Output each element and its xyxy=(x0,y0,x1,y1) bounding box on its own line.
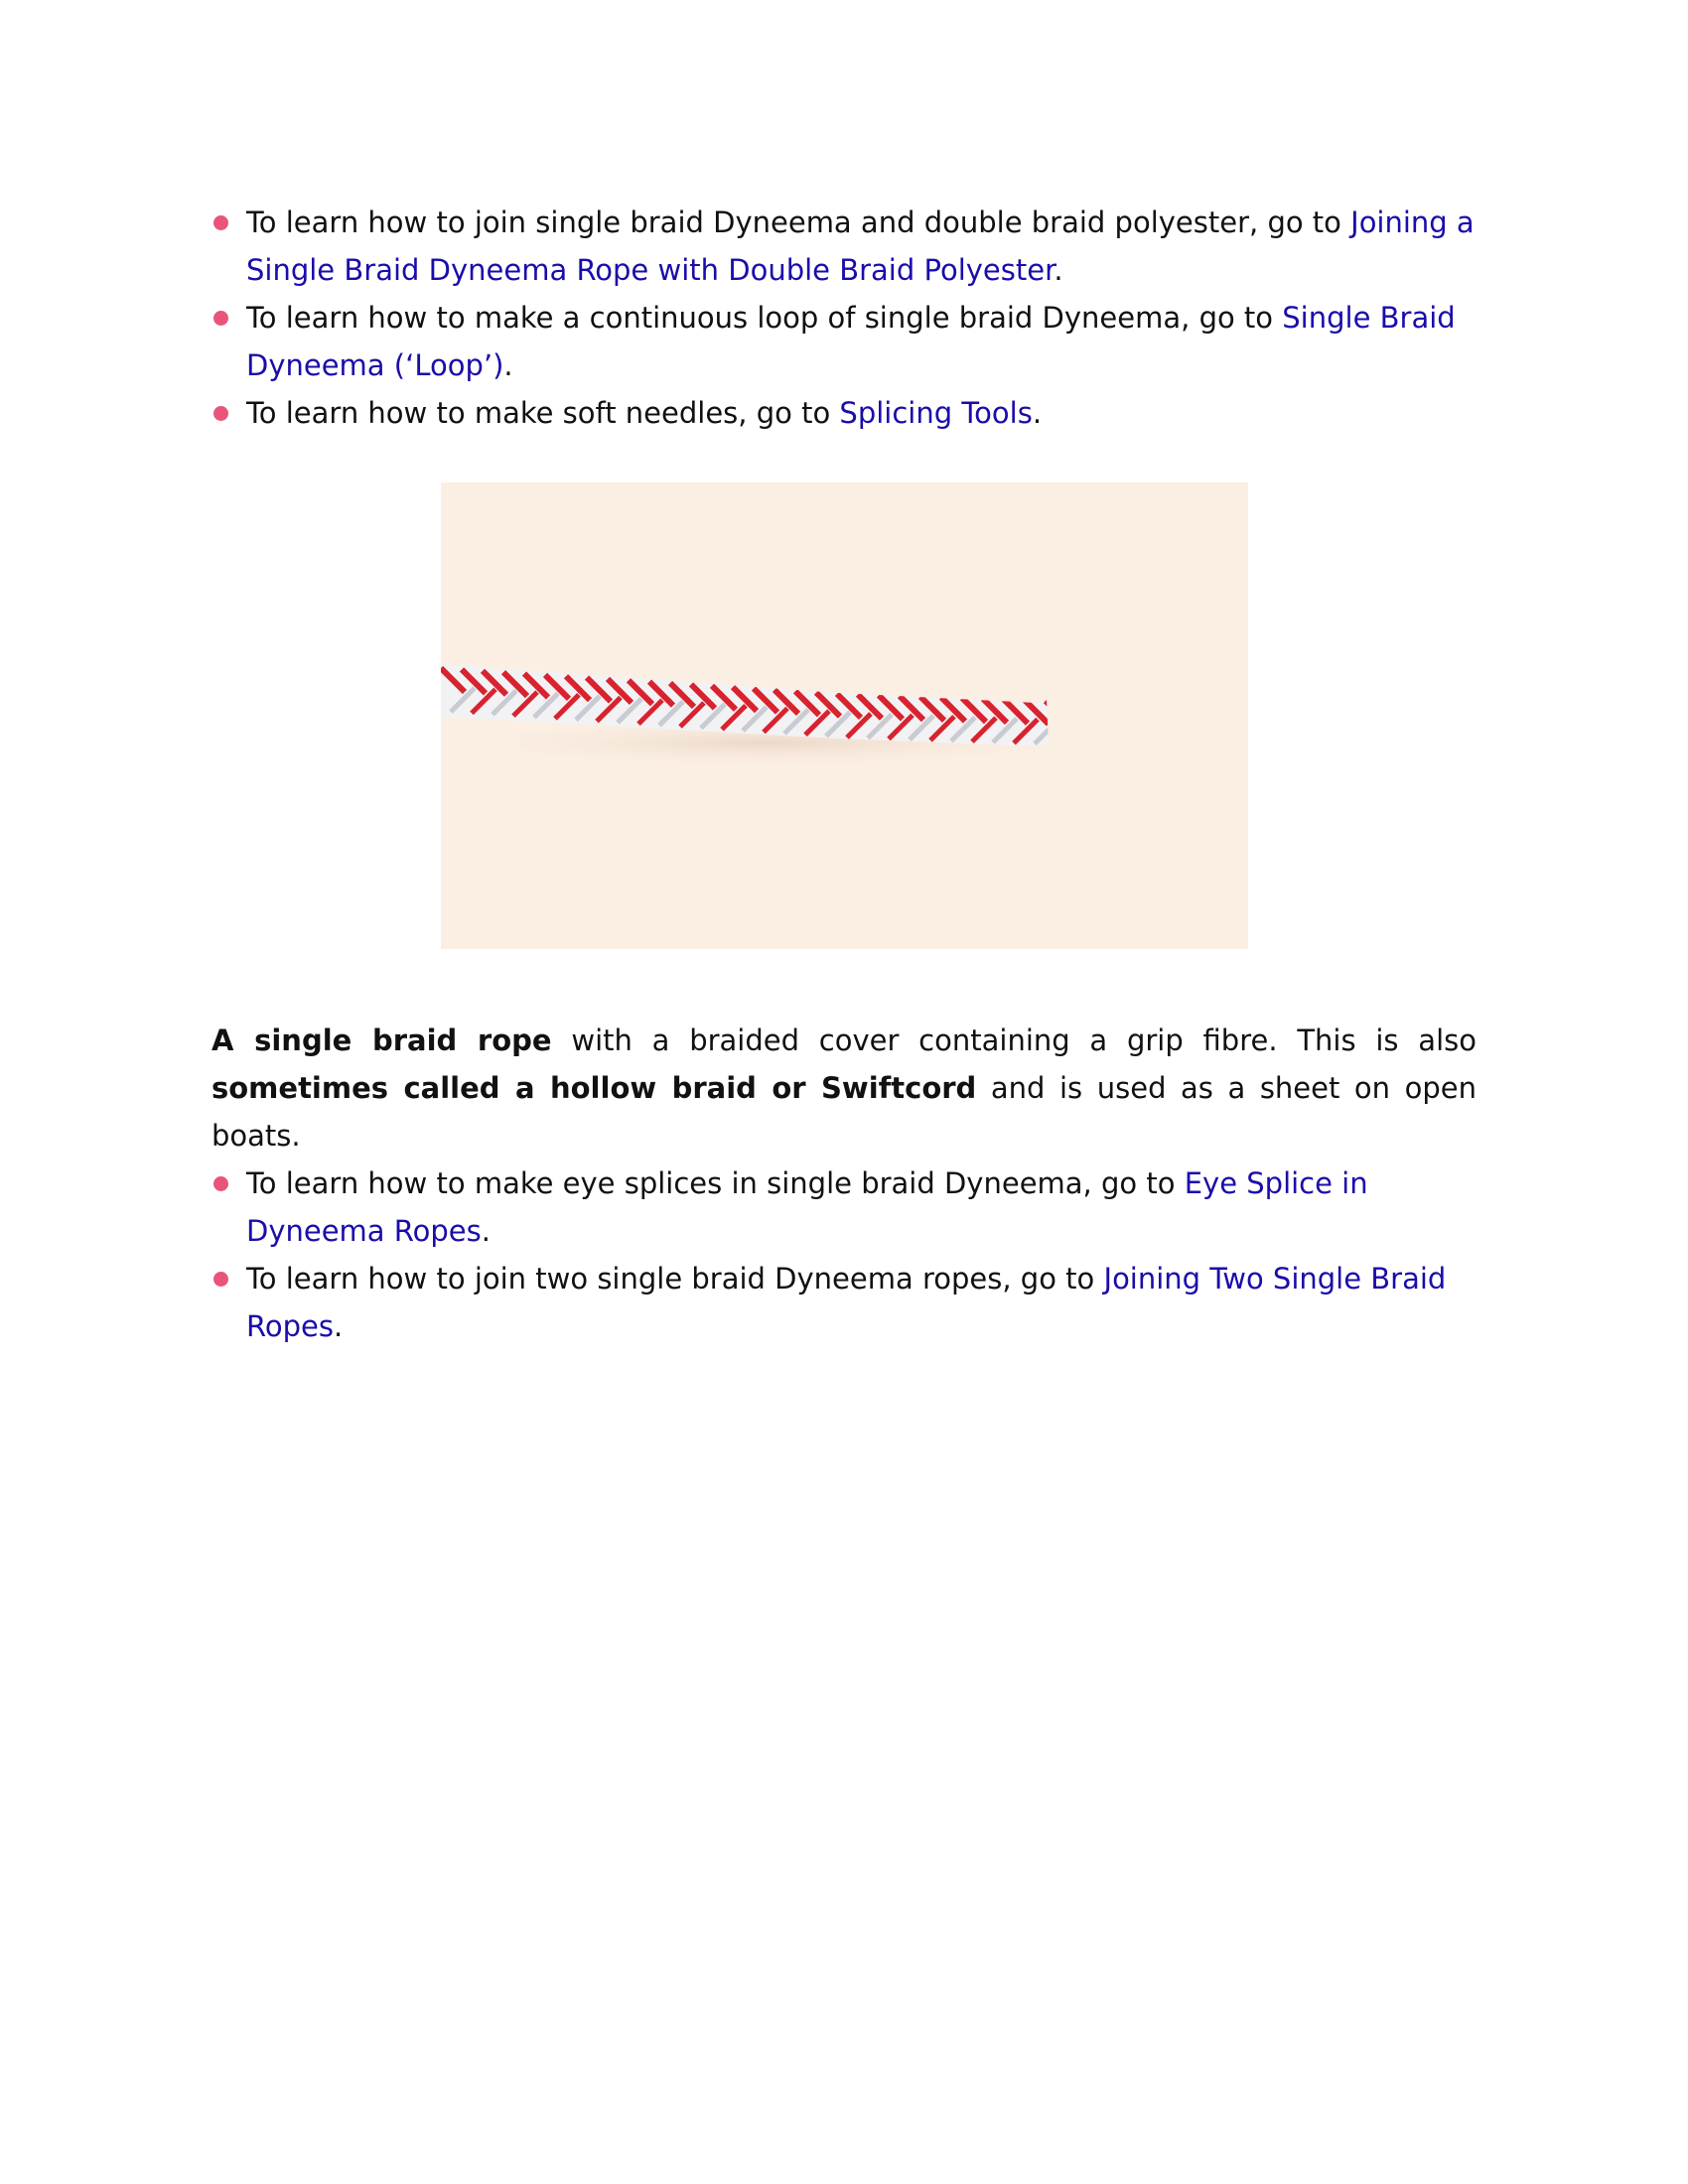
list-item-text: To learn how to join two single braid Dyneema ropes, go to xyxy=(246,1262,1104,1296)
list-item-text: To learn how to make a continuous loop of single braid Dyneema, go to xyxy=(246,301,1283,335)
link-splicing-tools[interactable]: Splicing Tools xyxy=(839,396,1033,430)
list-item-end: . xyxy=(333,1309,344,1343)
bullet-dot-icon xyxy=(213,311,228,326)
list-item-text: To learn how to join single braid Dyneema and double braid polyester, go to xyxy=(246,205,1351,239)
bottom-bullet-list xyxy=(211,1160,1477,1350)
link-joining-dyneema-polyester[interactable]: Joining a Single Braid Dyneema Rope with Double Braid Polyester xyxy=(246,205,1475,287)
list-item-end: . xyxy=(503,348,513,382)
bold-term-single-braid: A single braid rope xyxy=(211,1024,552,1057)
list-item xyxy=(211,199,1477,294)
rope-photo xyxy=(441,482,1248,949)
bullet-dot-icon xyxy=(213,1176,228,1191)
bullet-dot-icon xyxy=(213,406,228,421)
paragraph-text: and is used as a sheet on open boats. xyxy=(211,1071,1477,1153)
single-braid-rope-image xyxy=(441,482,1248,949)
bullet-dot-icon xyxy=(213,215,228,230)
bold-term-hollow-braid: sometimes called a hollow braid or Swiftcord xyxy=(211,1071,977,1105)
list-item-text: To learn how to make soft needles, go to xyxy=(246,396,840,430)
top-bullet-list xyxy=(211,199,1477,437)
link-single-braid-loop[interactable]: Single Braid Dyneema (‘Loop’) xyxy=(246,301,1456,382)
list-item-end: . xyxy=(481,1214,491,1248)
list-item xyxy=(211,294,1477,389)
list-item-end: . xyxy=(1054,253,1063,287)
list-item-text: To learn how to make eye splices in single braid Dyneema, go to xyxy=(246,1166,1185,1200)
rope-description-paragraph xyxy=(211,1017,1477,1160)
list-item xyxy=(211,1255,1477,1350)
list-item xyxy=(211,389,1477,437)
bullet-dot-icon xyxy=(213,1272,228,1287)
list-item xyxy=(211,1160,1477,1255)
list-item-end: . xyxy=(1032,396,1043,430)
link-joining-two-single-braid[interactable]: Joining Two Single Braid Ropes xyxy=(246,1262,1447,1343)
link-eye-splice-dyneema[interactable]: Eye Splice in Dyneema Ropes xyxy=(246,1166,1368,1248)
paragraph-text: with a braided cover containing a grip fibre. This is also xyxy=(551,1024,1477,1057)
document-page xyxy=(211,199,1477,1350)
